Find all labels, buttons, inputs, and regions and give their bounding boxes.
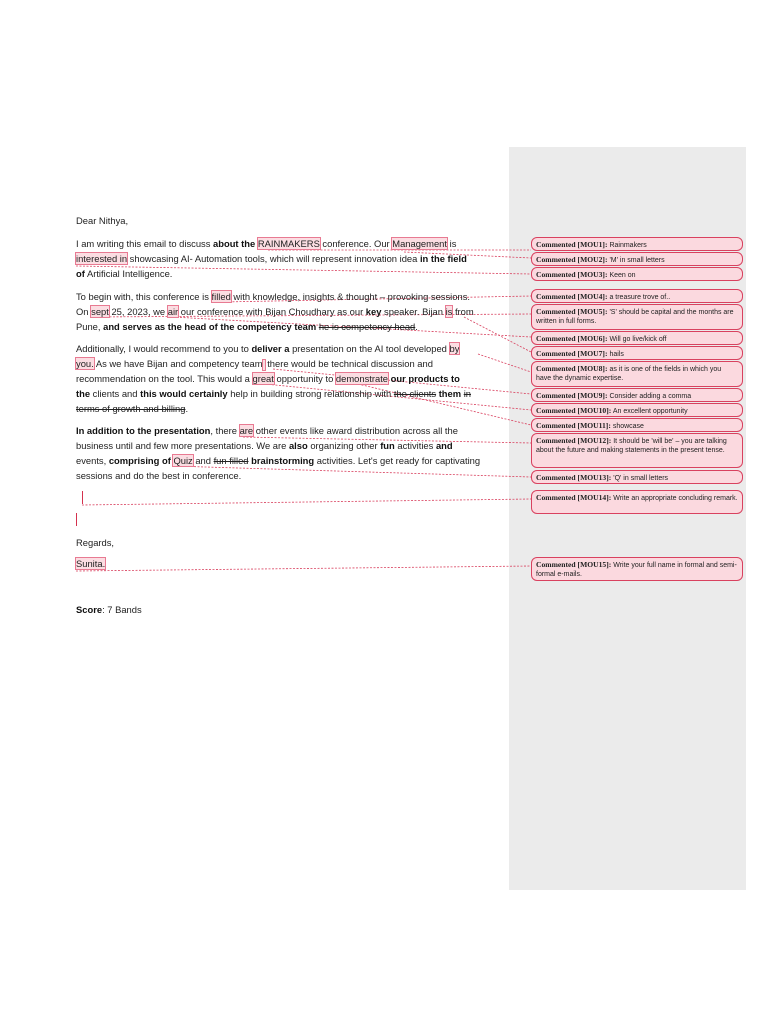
paragraph-1-line-2: [76, 253, 467, 265]
text-run: opportunity to: [273, 373, 336, 384]
text-run: , there: [210, 425, 240, 436]
text-run: from: [452, 306, 474, 317]
comment-text: Keen on: [607, 272, 636, 279]
comment-author: Commented [MOU1]:: [536, 240, 608, 249]
score-value: : 7 Bands: [102, 604, 142, 615]
comment-mou14[interactable]: [531, 490, 743, 514]
comment-mou13[interactable]: [531, 470, 743, 484]
highlight-is[interactable]: is: [445, 306, 453, 317]
score-label: Score: [76, 604, 103, 615]
highlight-demonstrate[interactable]: demonstrate: [335, 373, 389, 384]
paragraph-4-line-1: [76, 425, 458, 437]
comment-author: Commented [MOU10]:: [536, 406, 612, 415]
deleted-text: he is competency head: [318, 321, 416, 332]
text-run: conference. Our: [319, 238, 393, 249]
text-run-bold: in the field: [419, 253, 467, 264]
text-run-bold: about the: [213, 238, 256, 249]
text-run-bold: comprising of: [108, 455, 171, 466]
text-run: Pune,: [76, 321, 104, 332]
highlight-are[interactable]: are: [239, 425, 254, 436]
greeting: Dear Nithya,: [76, 215, 129, 226]
text-run-bold: key: [365, 306, 382, 317]
deleted-text: terms of growth and billing: [76, 403, 186, 414]
comment-author: Commented [MOU13]:: [536, 473, 612, 482]
text-run: .: [415, 321, 418, 332]
comment-author: Commented [MOU4]:: [536, 292, 608, 301]
text-run-bold: of: [76, 268, 85, 279]
highlight-rainmakers[interactable]: RAINMAKERS: [257, 238, 320, 249]
comment-author: Commented [MOU7]:: [536, 349, 608, 358]
highlight-by[interactable]: by: [449, 343, 460, 354]
text-run: presentation on the AI tool developed: [289, 343, 450, 354]
deleted-text: the clients: [393, 388, 437, 399]
comment-author: Commented [MOU9]:: [536, 391, 608, 400]
text-run: activities. Let's get ready for captivating: [314, 455, 481, 466]
paragraph-3-line-1: [76, 343, 459, 355]
comment-text: 'M' in small letters: [607, 257, 665, 264]
text-run: other events like award distribution across all the: [253, 425, 458, 436]
text-run: As we have Bijan and competency team: [93, 358, 263, 369]
comment-mou3[interactable]: [531, 267, 743, 281]
paragraph-1-line-3: [76, 268, 172, 280]
paragraph-1-line-1: [76, 238, 456, 250]
paragraph-4-line-2: [76, 440, 453, 452]
signature: [76, 558, 105, 570]
text-run-bold: the: [76, 388, 91, 399]
text-run: organizing other: [307, 440, 381, 451]
comment-mou10[interactable]: [531, 403, 743, 417]
text-cursor[interactable]: [76, 513, 77, 526]
deleted-text: in: [463, 388, 471, 399]
comment-mou11[interactable]: [531, 418, 743, 432]
text-run-bold: In addition to the presentation: [76, 425, 211, 436]
comment-mou7[interactable]: [531, 346, 743, 360]
paragraph-2-line-3: [76, 321, 418, 333]
score-line: [76, 604, 142, 616]
highlight-signature[interactable]: Sunita.: [76, 558, 106, 569]
highlight-air[interactable]: air: [167, 306, 179, 317]
comment-text: a treasure trove of..: [607, 294, 671, 301]
text-run-bold: and serves as the head of the competency team: [103, 321, 317, 332]
text-run: 25, 2023, we: [108, 306, 168, 317]
text-run: our conference with Bijan Choudhary as our: [178, 306, 366, 317]
text-run: activities: [394, 440, 436, 451]
comment-mou6[interactable]: [531, 331, 743, 345]
text-run: Artificial Intelligence.: [84, 268, 173, 279]
paragraph-2-line-2: [76, 306, 474, 318]
text-run: To begin with, this conference is: [76, 291, 212, 302]
text-run-bold: this would certainly: [140, 388, 228, 399]
comment-author: Commented [MOU12]:: [536, 436, 612, 445]
text-run: On: [76, 306, 92, 317]
highlight-great[interactable]: great: [252, 373, 274, 384]
paragraph-3-line-5: [76, 403, 188, 415]
comment-text: Will go live/kick off: [607, 336, 667, 343]
paragraph-2-line-1: [76, 291, 470, 303]
comment-text: 'Q' in small letters: [611, 475, 669, 482]
text-run-bold: fun: [380, 440, 395, 451]
comment-text: Write an appropriate concluding remark.: [611, 495, 738, 502]
text-run-bold: them: [438, 388, 462, 399]
text-run: with knowledge, insights & thought – provoking sessions.: [230, 291, 470, 302]
paragraph-4-line-4: [76, 470, 241, 482]
deleted-text: fun filled: [213, 455, 249, 466]
paragraph-3-line-4: [76, 388, 471, 400]
text-run: I am writing this email to discuss: [76, 238, 214, 249]
comment-text: Consider adding a comma: [607, 393, 692, 400]
highlight-filled[interactable]: filled: [211, 291, 231, 302]
text-run-bold: and: [435, 440, 453, 451]
text-run: sessions and do the best in conference.: [76, 470, 242, 481]
highlight-you[interactable]: you.: [76, 358, 94, 369]
text-run-bold: deliver a: [251, 343, 290, 354]
highlight-quiz[interactable]: Quiz: [173, 455, 193, 466]
paragraph-3-line-3: [76, 373, 460, 385]
comment-text: An excellent opportunity: [611, 408, 688, 415]
comment-text: 'S' should be capital and the months are written in full forms.: [536, 309, 734, 325]
paragraph-4-line-3: [76, 455, 480, 467]
text-run: help in building strong relationship with: [227, 388, 394, 399]
comment-author: Commented [MOU14]:: [536, 493, 612, 502]
comment-mou4[interactable]: [531, 289, 743, 303]
comment-mou12[interactable]: [531, 433, 743, 468]
comment-text: It should be 'will be' – you are talking about the future and making statements in the present tense.: [536, 438, 727, 454]
paragraph-3-line-2: [76, 358, 433, 370]
comment-mou15[interactable]: [531, 557, 743, 581]
text-run: speaker. Bijan: [381, 306, 446, 317]
comment-author: Commented [MOU15]:: [536, 560, 612, 569]
highlight-interested-in[interactable]: interested in: [76, 253, 128, 264]
text-run-bold: our products to: [390, 373, 460, 384]
text-run: there would be technical discussion and: [264, 358, 433, 369]
highlight-management[interactable]: Management: [392, 238, 447, 249]
highlight-sept[interactable]: sept: [91, 306, 109, 317]
text-run-bold: brainstorming: [251, 455, 315, 466]
comment-text: showcase: [610, 423, 644, 430]
text-run: recommendation on the tool. This would a: [76, 373, 253, 384]
regards: Regards,: [76, 537, 115, 548]
text-run: clients and: [90, 388, 141, 399]
comment-author: Commented [MOU11]:: [536, 421, 611, 430]
text-run: events,: [76, 455, 109, 466]
comment-text: hails: [607, 351, 624, 358]
comment-mou5[interactable]: [531, 304, 743, 330]
comment-anchor-marker[interactable]: [82, 491, 83, 504]
comment-mou1[interactable]: [531, 237, 743, 251]
text-run: showcasing AI- Automation tools, which will represent innovation idea: [127, 253, 420, 264]
comment-author: Commented [MOU3]:: [536, 270, 608, 279]
text-run: Additionally, I would recommend to you to: [76, 343, 252, 354]
text-run: is: [447, 238, 457, 249]
text-run: and: [192, 455, 214, 466]
comment-author: Commented [MOU6]:: [536, 334, 608, 343]
comment-author: Commented [MOU8]:: [536, 364, 608, 373]
comment-mou9[interactable]: [531, 388, 743, 402]
comment-text: as it is one of the fields in which you have the dynamic expertise.: [536, 366, 722, 382]
text-run: .: [185, 403, 189, 414]
comment-author: Commented [MOU2]:: [536, 255, 608, 264]
comment-text: Write your full name in formal and semi-formal e-mails.: [536, 562, 737, 578]
comment-mou2[interactable]: [531, 252, 743, 266]
comment-author: Commented [MOU5]:: [536, 307, 608, 316]
comment-text: Rainmakers: [607, 242, 647, 249]
comment-mou8[interactable]: [531, 361, 743, 387]
text-run-bold: also: [288, 440, 308, 451]
text-run: business until and few more presentations. We are: [76, 440, 289, 451]
